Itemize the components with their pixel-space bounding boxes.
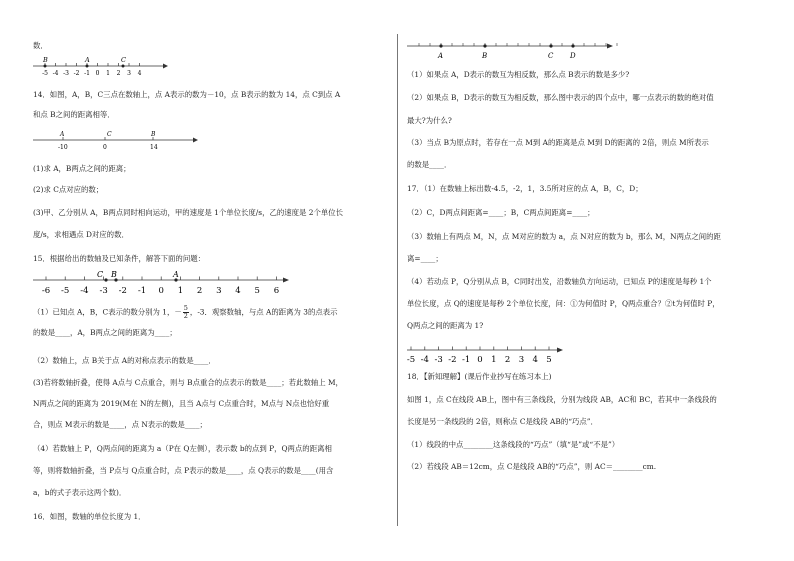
- number-line-1: [33, 56, 173, 80]
- tick-label: -1: [137, 286, 147, 296]
- tick-label: 2: [196, 286, 203, 296]
- tick-label: 2: [116, 70, 121, 77]
- q16-part3-line2: 的数是____．: [407, 160, 452, 169]
- tick-label: 1: [491, 355, 497, 365]
- fraction-denominator: 2: [183, 312, 188, 320]
- q17-line1: 17．（1）在数轴上标出数-4.5，-2，1，3.5所对应的点 A，B，C，D；: [407, 184, 643, 193]
- q14-line1: 14．如图，A，B，C三点在数轴上，点 A表示的数为－10，点 B表示的数为 14，点 C到点 A: [33, 90, 341, 99]
- point-label: C: [121, 56, 126, 64]
- tick-label: -2: [118, 286, 127, 296]
- q14-part3-cont: 度/s，求相遇点 D对应的数．: [33, 230, 129, 239]
- tick-label: 2: [504, 355, 511, 365]
- q18-line1: 18．【新知理解】(课后作业抄写在练习本上): [407, 372, 552, 381]
- q15-part3-line3: 合，则点 M表示的数是____，点 N表示的数是____；: [33, 420, 207, 429]
- point-label: A: [438, 52, 444, 60]
- tick-label: 0: [103, 144, 107, 151]
- tick-label: 3: [518, 355, 525, 365]
- q17-part3: （3）数轴上有两点 M，N，点 M对应的数为 a，点 N对应的数为 b，那么 M，N两点之间的距: [407, 232, 721, 241]
- text-line: 数．: [33, 41, 48, 50]
- q15-part4-line1: （4）若数轴上 P，Q两点间的距离为 a（P在 Q左侧），表示数 b的点到 P，Q两点的距离相: [33, 444, 332, 453]
- q16-part1: （1）如果点 A，D表示的数互为相反数，那么点 B表示的数是多少?: [407, 70, 630, 79]
- q18-line3: 长度是另一条线段的 2倍，则称点 C是线段 AB的“巧点”．: [407, 417, 598, 426]
- tick-label: 6: [273, 286, 280, 296]
- q14-part1: (1)求 A，B两点之间的距离；: [33, 164, 131, 173]
- point-label: C: [107, 131, 112, 138]
- tick-label: -4: [52, 70, 59, 77]
- tick-label: -2: [448, 355, 457, 365]
- tick-label: 0: [477, 355, 483, 365]
- point-label: B: [43, 56, 48, 64]
- tick-label: 3: [216, 286, 222, 296]
- tick-label: 4: [235, 286, 241, 296]
- q17-part2: （2）C，D两点间距离=____；B，C两点间距离=____；: [407, 208, 595, 217]
- tick-label: 0: [95, 70, 100, 77]
- q17-part4-line1: （4）若动点 P，Q分别从点 B，C同时出发，沿数轴负方向运动，已知点 P的速度是每秒 1个: [407, 277, 712, 286]
- q15-part1: [33, 305, 338, 320]
- point-label: C: [548, 52, 554, 60]
- tick-label: 5: [254, 286, 260, 296]
- tick-label: 1: [177, 286, 184, 296]
- tick-label: -1: [84, 70, 90, 77]
- q18-part2: （2）若线段 AB＝12cm，点 C是线段 AB的“巧点”，则 AC＝________cm.: [407, 462, 657, 471]
- point-label: B: [151, 131, 156, 138]
- q17-part4-line3: Q两点之间的距离为 1?: [407, 321, 484, 330]
- point-label: A: [85, 56, 90, 64]
- tick-label: -2: [73, 70, 80, 77]
- number-line-14: [33, 130, 213, 154]
- tick-label: -5: [42, 70, 48, 77]
- q15-part4-line3: a，b的式子表示这两个数)．: [33, 488, 127, 497]
- point-label: D: [570, 52, 576, 60]
- fraction-numerator: 5: [183, 304, 188, 312]
- q17-part3-cont: 离=____；: [407, 254, 443, 263]
- q16-part2-line1: （2）如果点 B，D表示的数互为相反数，那么图中表示的四个点中，哪一点表示的数的绝对值: [407, 93, 714, 102]
- q14-part2: (2)求 C点对应的数；: [33, 185, 104, 194]
- tick-label: -4: [80, 286, 89, 296]
- point-label: B: [111, 270, 117, 279]
- fraction: [183, 305, 189, 320]
- tick-label: -3: [99, 286, 108, 296]
- q18-line2: 如图 1，点 C在线段 AB上，图中有三条线段，分别为线段 AB，AC和 BC，若其中一条线段的: [407, 395, 717, 404]
- q15-part1-text-b: ，-3．观察数轴，与点 A的距离为 3的点表示: [189, 307, 338, 317]
- q15-line1: 15．根据给出的数轴及已知条件，解答下面的问题：: [33, 254, 206, 263]
- tick-label: -6: [41, 286, 51, 296]
- tick-label: 0: [158, 286, 164, 296]
- point-label: B: [482, 52, 488, 60]
- q17-part4-line2: 单位长度，点 Q的速度是每秒 2个单位长度，问：①为何值时 P，Q两点重合？②t为何值时 P，: [407, 299, 720, 308]
- q16-part2-line2: 最大?为什么?: [407, 116, 452, 125]
- tick-label: 1: [106, 70, 110, 77]
- q16-part3-line1: （3）当点 B为原点时，若存在一点 M到 A的距离是点 M到 D的距离的 2倍，则点 M所表示: [407, 138, 709, 147]
- tick-label: 5: [546, 355, 552, 365]
- point-label: A: [173, 270, 179, 279]
- point-label: A: [60, 131, 65, 138]
- tick-label: 4: [137, 70, 142, 77]
- tick-label: -1: [462, 355, 471, 365]
- number-line-15: [33, 270, 303, 300]
- tick-label: -4: [420, 355, 429, 365]
- q14-line2: 和点 B之间的距离相等．: [33, 110, 115, 119]
- q15-part4-line2: 等，则将数轴折叠，当 P点与 Q点重合时，点 P表示的数是____，点 Q表示的数是____(用含: [33, 466, 334, 475]
- q15-part1-cont: 的数是____，A，B两点之间的距离为____；: [33, 328, 177, 337]
- tick-label: -3: [63, 70, 69, 77]
- tick-label: 14: [150, 144, 158, 151]
- q18-part1: （1）线段的中点________这条线段的“巧点”（填“是”或“不是”）: [407, 440, 620, 449]
- q15-part3-line1: (3)若将数轴折叠，使得 A点与 C点重合，则与 B点重合的点表示的数是____；若此数轴上 M，: [33, 378, 343, 387]
- number-line-17: [407, 340, 567, 364]
- tick-label: 4: [532, 355, 538, 365]
- tick-label: -5: [406, 355, 416, 365]
- tick-label: -3: [434, 355, 443, 365]
- q14-part3: (3)甲、乙分别从 A，B两点同时相向运动，甲的速度是 1个单位长度/s，乙的速度是 2个单位长: [33, 208, 344, 217]
- q15-part3-line2: N两点之间的距离为 2019(M在 N的左侧)，且当 A点与 C点重合时，M点与 N点也恰好重: [33, 399, 330, 408]
- column-divider: [397, 34, 398, 526]
- q15-part1-text-a: （1）已知点 A，B，C表示的数分别为 1，－: [33, 307, 182, 317]
- number-line-16: [407, 38, 617, 62]
- tick-label: -10: [58, 144, 68, 151]
- tick-label: 3: [127, 70, 131, 77]
- tick-label: -5: [61, 286, 70, 296]
- q16-line1: 16．如图，数轴的单位长度为 1．: [33, 512, 146, 521]
- point-label: C: [97, 270, 104, 279]
- q15-part2: （2）数轴上，点 B关于点 A的对称点表示的数是____．: [33, 356, 216, 365]
